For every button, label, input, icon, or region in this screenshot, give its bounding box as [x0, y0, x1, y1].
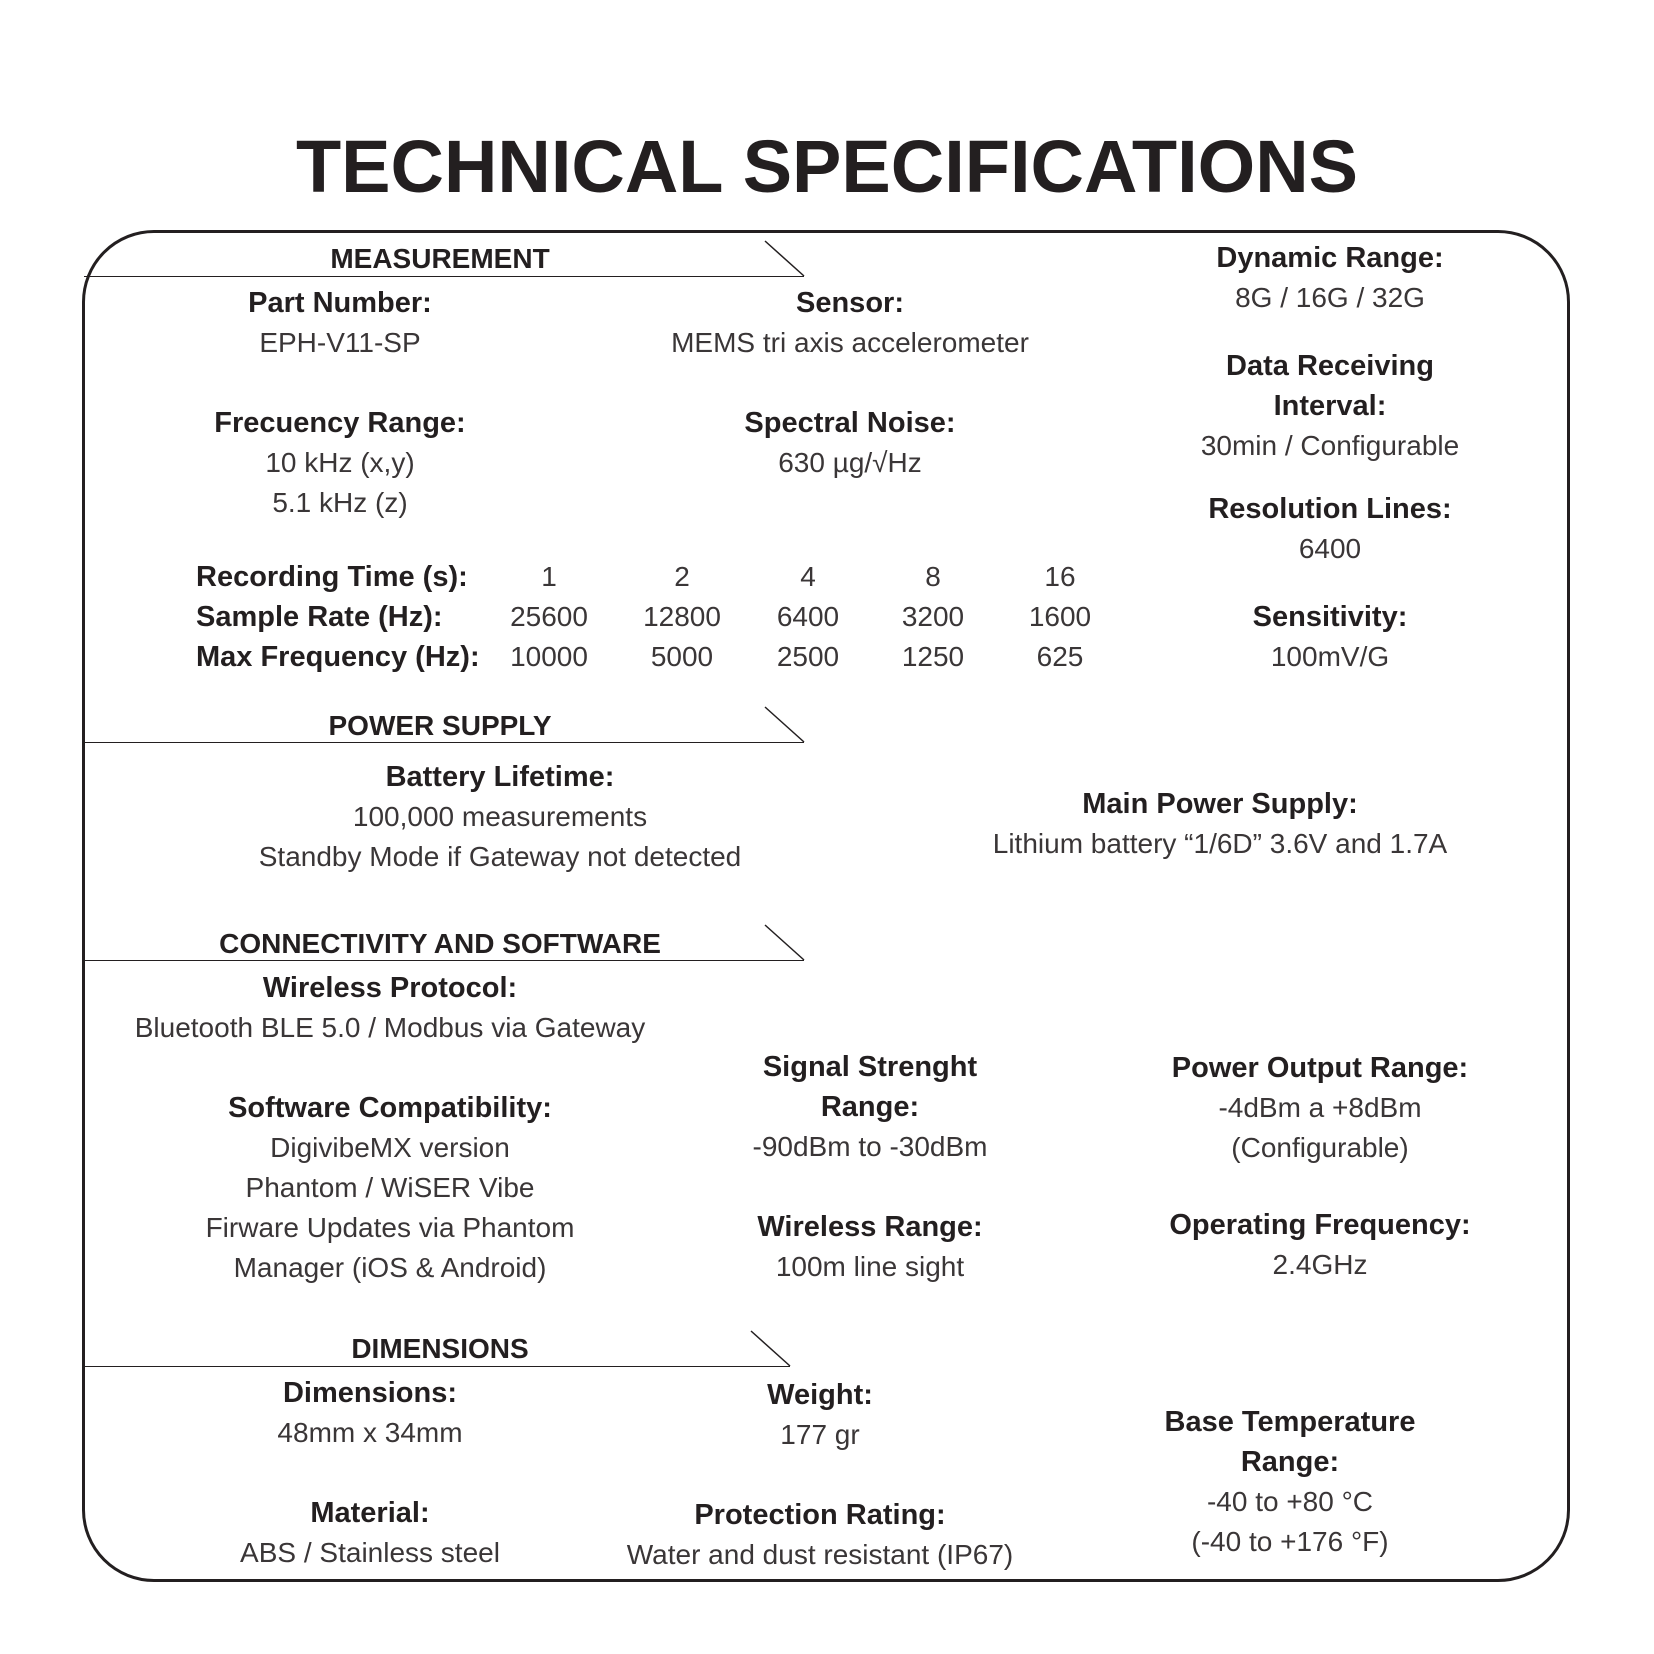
- table-cell: 1: [541, 561, 557, 592]
- section-title-dimensions: DIMENSIONS: [351, 1333, 529, 1364]
- spec-value: Phantom / WiSER Vibe: [245, 1172, 535, 1203]
- spec-value: 100mV/G: [1270, 641, 1390, 672]
- spec-label: Interval:: [1273, 390, 1387, 422]
- spec-value: 100,000 measurements: [352, 801, 648, 832]
- table-cell: 10000: [510, 641, 588, 672]
- spec-spectral-noise: [600, 403, 1100, 483]
- spec-label: Material:: [310, 1497, 430, 1529]
- spec-value: ABS / Stainless steel: [240, 1537, 500, 1568]
- table-row: [196, 597, 1116, 637]
- spec-weight: [640, 1375, 1000, 1455]
- section-title-power-supply: POWER SUPPLY: [328, 710, 552, 741]
- spec-value: Lithium battery “1/6D” 3.6V and 1.7A: [992, 828, 1448, 859]
- table-row-label: Recording Time (s):: [196, 561, 468, 593]
- spec-value: -90dBm to -30dBm: [752, 1131, 988, 1162]
- table-cell: 8: [925, 561, 941, 592]
- spec-label: Base Temperature: [1164, 1406, 1416, 1438]
- spec-wireless-range: [660, 1207, 1080, 1287]
- table-row: [196, 557, 1116, 597]
- spec-label: Spectral Noise:: [744, 407, 956, 439]
- spec-label: Signal Strenght: [762, 1051, 978, 1083]
- spec-label: Dynamic Range:: [1216, 242, 1444, 274]
- spec-value: 5.1 kHz (z): [272, 487, 408, 518]
- spec-signal-strength: [660, 1047, 1080, 1167]
- section-title-connectivity: CONNECTIVITY AND SOFTWARE: [219, 928, 661, 959]
- table-row-label: Max Frequency (Hz):: [196, 641, 480, 673]
- table-cell: 1250: [901, 641, 965, 672]
- table-cell: 12800: [643, 601, 721, 632]
- spec-label: Part Number:: [248, 287, 432, 319]
- spec-label: Wireless Protocol:: [262, 972, 518, 1004]
- spec-protection-rating: [590, 1495, 1050, 1575]
- spec-operating-frequency: [1110, 1205, 1530, 1285]
- spec-value: Water and dust resistant (IP67): [626, 1539, 1014, 1570]
- spec-data-interval: [1130, 346, 1530, 466]
- table-cell: 625: [1036, 641, 1084, 672]
- spec-value: 48mm x 34mm: [277, 1417, 463, 1448]
- spec-label: Dimensions:: [282, 1377, 458, 1409]
- section-divider-diagonal: [765, 241, 805, 277]
- table-cell: 3200: [901, 601, 965, 632]
- spec-part-number: [130, 283, 550, 363]
- table-cell: 2: [674, 561, 690, 592]
- section-divider: [84, 1366, 790, 1367]
- spec-label: Data Receiving: [1226, 350, 1434, 382]
- section-divider: [84, 276, 804, 277]
- spec-value: Manager (iOS & Android): [233, 1252, 547, 1283]
- spec-main-power: [930, 784, 1510, 864]
- spec-value: 10 kHz (x,y): [265, 447, 415, 478]
- spec-power-output: [1110, 1048, 1530, 1168]
- section-divider-diagonal: [765, 707, 805, 743]
- spec-frequency-range: [130, 403, 550, 523]
- spec-label: Sensitivity:: [1252, 601, 1408, 633]
- spec-value: (Configurable): [1231, 1132, 1409, 1163]
- spec-value: Firware Updates via Phantom: [205, 1212, 575, 1243]
- spec-label: Resolution Lines:: [1208, 493, 1452, 525]
- spec-label: Protection Rating:: [694, 1499, 946, 1531]
- table-cell: 5000: [650, 641, 714, 672]
- spec-label: Battery Lifetime:: [385, 761, 615, 793]
- table-cell: 6400: [776, 601, 840, 632]
- spec-value: 6400: [1298, 533, 1362, 564]
- table-row: [196, 637, 1116, 677]
- spec-software: [130, 1088, 650, 1288]
- spec-label: Wireless Range:: [757, 1211, 983, 1243]
- spec-label: Sensor:: [796, 287, 904, 319]
- spec-base-temperature: [1090, 1402, 1490, 1562]
- spec-sensor: [600, 283, 1100, 363]
- spec-value: 2.4GHz: [1272, 1249, 1368, 1280]
- page-title: TECHNICAL SPECIFICATIONS: [295, 125, 1359, 208]
- spec-label: Range:: [1240, 1446, 1340, 1478]
- spec-value: (-40 to +176 °F): [1191, 1526, 1389, 1557]
- spec-value: 630 µg/√Hz: [778, 447, 922, 478]
- spec-sensitivity: [1130, 597, 1530, 677]
- spec-value: 8G / 16G / 32G: [1235, 282, 1425, 313]
- spec-value: Standby Mode if Gateway not detected: [258, 841, 742, 872]
- table-cell: 4: [800, 561, 816, 592]
- spec-material: [170, 1493, 570, 1573]
- section-divider: [84, 742, 804, 743]
- spec-label: Main Power Supply:: [1082, 788, 1358, 820]
- section-divider-diagonal: [751, 1331, 791, 1367]
- spec-value: MEMS tri axis accelerometer: [671, 327, 1029, 358]
- table-cell: 1600: [1028, 601, 1092, 632]
- spec-battery-lifetime: [180, 757, 820, 877]
- spec-value: -4dBm a +8dBm: [1218, 1092, 1422, 1123]
- spec-resolution-lines: [1130, 489, 1530, 569]
- spec-label: Range:: [820, 1091, 920, 1123]
- spec-value: -40 to +80 °C: [1206, 1486, 1374, 1517]
- section-divider: [84, 960, 804, 961]
- spec-value: 100m line sight: [775, 1251, 965, 1282]
- spec-value: 177 gr: [780, 1419, 860, 1450]
- spec-label: Frecuency Range:: [214, 407, 466, 439]
- table-cell: 16: [1044, 561, 1076, 592]
- spec-wireless-protocol: [100, 968, 680, 1048]
- spec-label: Weight:: [767, 1379, 873, 1411]
- spec-label: Operating Frequency:: [1169, 1209, 1471, 1241]
- spec-value: 30min / Configurable: [1200, 430, 1460, 461]
- table-cell: 25600: [510, 601, 588, 632]
- section-title-measurement: MEASUREMENT: [330, 243, 550, 274]
- spec-dynamic-range: [1130, 238, 1530, 318]
- spec-label: Software Compatibility:: [228, 1092, 552, 1124]
- spec-dimensions: [170, 1373, 570, 1453]
- section-divider-diagonal: [765, 925, 805, 961]
- spec-label: Power Output Range:: [1171, 1052, 1469, 1084]
- table-cell: 2500: [776, 641, 840, 672]
- table-row-label: Sample Rate (Hz):: [196, 601, 443, 633]
- spec-value: Bluetooth BLE 5.0 / Modbus via Gateway: [134, 1012, 646, 1043]
- spec-value: EPH-V11-SP: [259, 327, 421, 358]
- spec-value: DigivibeMX version: [270, 1132, 510, 1163]
- recording-table: [196, 557, 1116, 677]
